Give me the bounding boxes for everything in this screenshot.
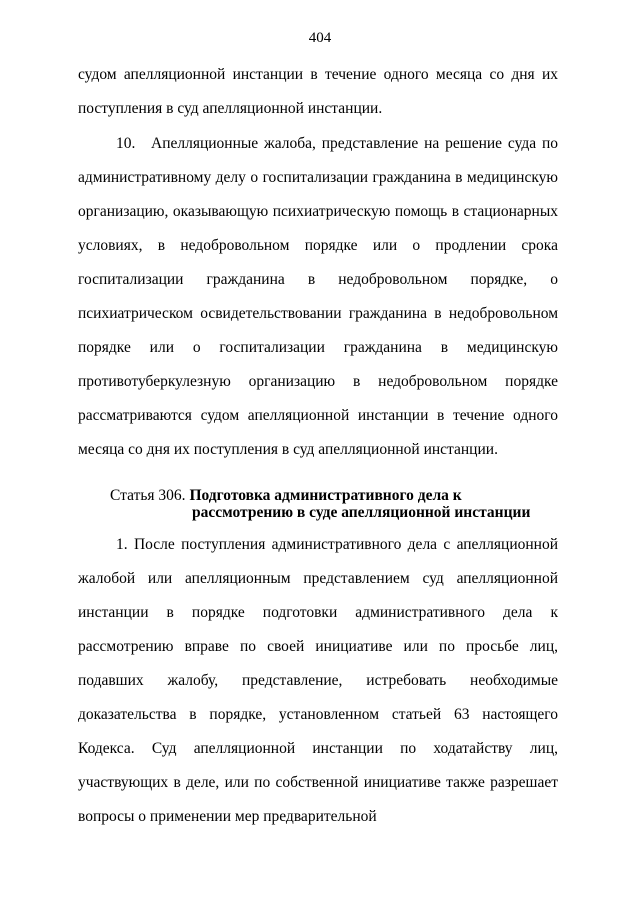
item-10-paragraph <box>78 127 558 467</box>
continuation-paragraph: судом апелляционной инстанции в течение одного месяца со дня их поступления в суд апелляционной инстанции. <box>78 66 558 117</box>
article-body <box>78 528 558 834</box>
item-10-number: 10. <box>116 135 136 152</box>
article-item-1-paragraph: 1. После поступления административного дела с апелляционной жалобой или апелляционным представлением суд апелляционной инстанции в порядке подготовки административного дела к рассмотрению вправе по своей инициативе или по просьбе лиц, подавших жалобу, представление, истребовать необходимые доказательства в порядке, установленном статьей 63 настоящего Кодекса. Суд апелляционной инстанции по ходатайству лиц, участвующих в деле, или по собственной инициативе также разрешает вопросы о применении мер предварительной <box>78 536 558 825</box>
article-title: Подготовка административного дела к рассмотрению в суде апелляционной инстанции <box>189 487 531 521</box>
item-10-text: Апелляционные жалоба, представление на решение суда по административному делу о госпитализации гражданина в медицинскую организацию, оказывающую психиатрическую помощь в стационарных условиях, в недобровольном порядке или о продлении срока госпитализации гражданина в недобровольном порядке, о психиатрическом освидетельствовании гражданина в недобровольном порядке или о госпитализации гражданина в медицинскую противотуберкулезную организацию в недобровольном порядке рассматриваются судом апелляционной инстанции в течение одного месяца со дня их поступления в суд апелляционной инстанции. <box>78 135 558 458</box>
page-number: 404 <box>308 30 332 46</box>
document-body <box>78 58 558 126</box>
item-10-block <box>78 127 558 467</box>
article-heading-block <box>78 487 558 521</box>
article-heading <box>78 487 558 521</box>
article-prefix: Статья 306. <box>110 487 186 504</box>
